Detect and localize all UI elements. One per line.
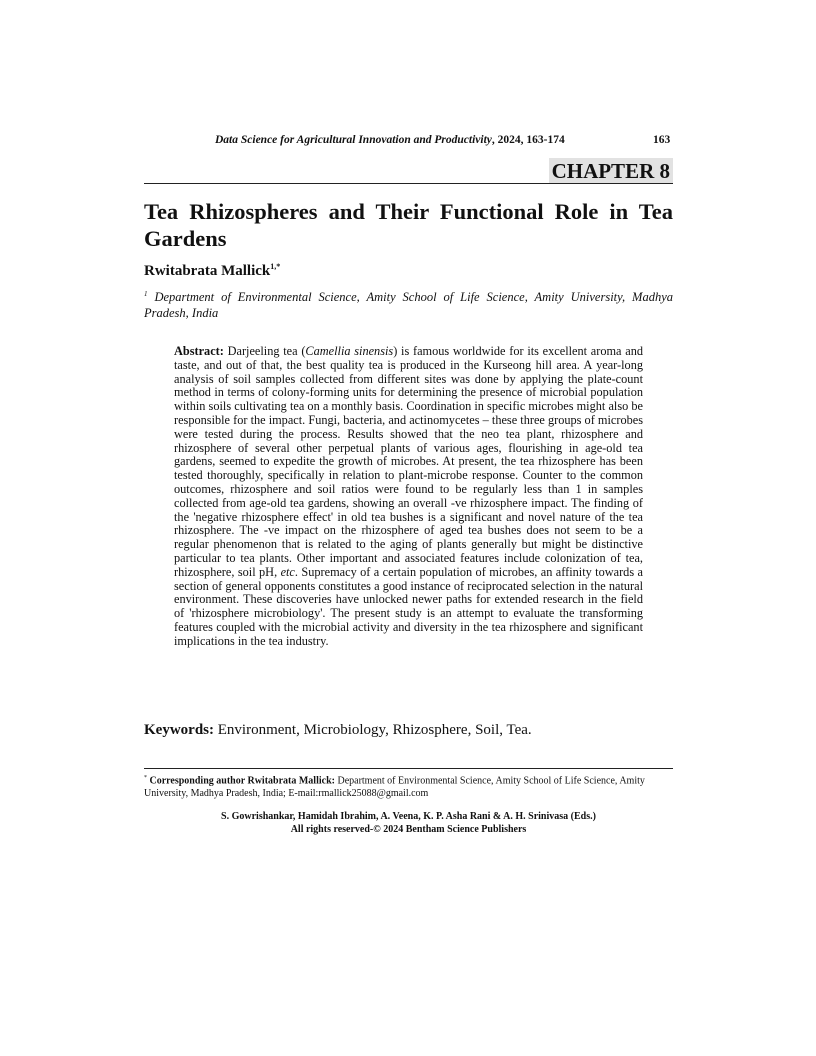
running-header [215,134,675,146]
affiliation [144,286,673,321]
abstract-text-2: ) is famous worldwide for its excellent aroma and taste, and out of that, the best quality tea is produced in the Kurseong hill area. A year-long analysis of soil samples collected from different sites was done by applying the plate-count method in terms of colony-forming units for determining the presence of microbial population within soils cultivating tea on a monthly basis. Coordination in specific microbes might also be responsible for the impact. Fungi, bacteria, and actinomycetes – these three groups of microbes were tested during the process. Results showed that the neo tea plant, rhizosphere and rhizosphere of several other perpetual plants of various ages, flourishing in age-old tea gardens, seemed to expedite the growth of microbes. At present, the tea rhizosphere has been tested thoroughly, specifically in relation to plant-microbe response. Counter to the common outcomes, rhizosphere and soil ratios were found to be regularly less than 1 in samples collected from age-old tea gardens, showing an overall -ve rhizosphere impact. The finding of the 'negative rhizosphere effect' in old tea bushes is a significant and novel nature of the tea rhizosphere. The -ve impact on the rhizosphere of aged tea bushes does not seem to be a regular phenomenon that is related to the aging of plants generally but might be distinctive particular to tea plants. Other important and associated features include colonization of tea, rhizosphere, soil pH, [174,344,644,579]
footnote-divider [144,768,673,769]
journal-citation: , 2024, 163-174 [491,134,565,146]
footnote-label: Corresponding author Rwitabrata Mallick: [149,775,335,787]
chapter-title: Tea Rhizospheres and Their Functional Role in Tea Gardens [144,199,673,251]
affiliation-text: Department of Environmental Science, Amity School of Life Science, Amity University, Madhya Pradesh, India [144,290,674,321]
footnote-text: Department of Environmental Science, Amity School of Life Science, Amity University, Madhya Pradesh, India; E-mail:rmallick25088@gmail.com [144,775,645,799]
copyright-line: All rights reserved-© 2024 Bentham Science Publishers [290,823,527,835]
abstract-label: Abstract: [174,344,224,358]
editors-line: S. Gowrishankar, Hamidah Ibrahim, A. Veena, K. P. Asha Rani & A. H. Srinivasa (Eds.) [221,811,596,822]
abstract-text-1: Darjeeling tea ( [227,344,306,358]
chapter-label: CHAPTER 8 [549,158,673,184]
species-name: Camellia sinensis [305,344,394,358]
keywords-label: Keywords: [144,722,214,738]
abstract-text-3: . Supremacy of a certain population of microbes, an affinity towards a section of general opponents constitutes a good instance of reciprocated selection in the natural environment. These discoveries have unlocked newer paths for extended research in the field of 'rhizosphere microbiology'. The present study is an attempt to evaluate the transforming features coupled with the microbial activity and diversity in the tea rhizosphere and significant implications in the tea industry. [174,564,643,648]
page-number: 163 [653,134,671,146]
journal-title: Data Science for Agricultural Innovation and Productivity [215,134,492,146]
affiliation-number: 1 [144,290,148,298]
footnote-marker: * [144,775,147,781]
keywords-text: Environment, Microbiology, Rhizosphere, Soil, Tea. [217,722,532,738]
author-line [144,262,280,280]
author-name: Rwitabrata Mallick [144,263,271,279]
footnote [144,772,673,800]
chapter-divider [144,183,673,184]
abstract [174,345,643,649]
author-superscript: 1,* [270,262,281,271]
abstract-etc: etc [280,564,295,579]
keywords [144,722,532,739]
editors-block [144,811,673,836]
